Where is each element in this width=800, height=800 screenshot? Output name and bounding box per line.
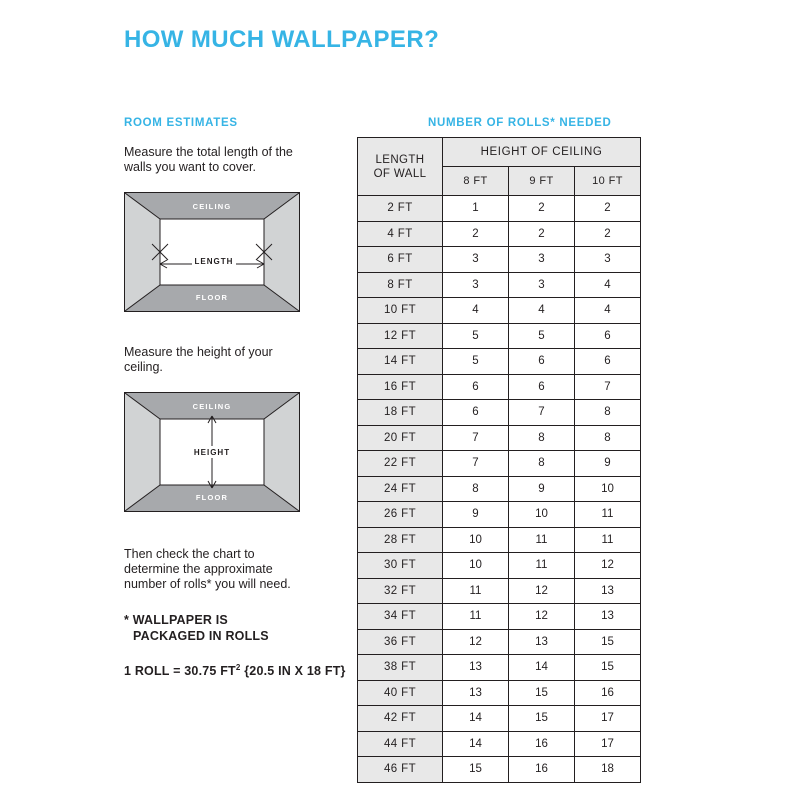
cell-rolls-9ft: 3 [509, 247, 575, 273]
instruction-step-3: Then check the chart to determine the approximate number of rolls* you will need. [124, 547, 291, 591]
length-diagram-ceiling-label: CEILING [192, 202, 232, 211]
table-row [358, 527, 641, 553]
cell-rolls-8ft: 12 [443, 629, 509, 655]
cell-rolls-8ft: 3 [443, 272, 509, 298]
cell-rolls-10ft: 18 [575, 757, 641, 783]
cell-rolls-8ft: 6 [443, 374, 509, 400]
cell-rolls-8ft: 5 [443, 323, 509, 349]
cell-rolls-10ft: 4 [575, 272, 641, 298]
table-row [358, 502, 641, 528]
row-label-wall-length: 4 FT [358, 221, 443, 247]
header-length-of-wall-line-1: LENGTH [375, 153, 425, 166]
table-row [358, 425, 641, 451]
cell-rolls-10ft: 16 [575, 680, 641, 706]
cell-rolls-10ft: 15 [575, 655, 641, 681]
cell-rolls-8ft: 13 [443, 655, 509, 681]
table-row [358, 680, 641, 706]
cell-rolls-10ft: 12 [575, 553, 641, 579]
rolls-needed-heading: NUMBER OF ROLLS* NEEDED [428, 117, 612, 129]
cell-rolls-10ft: 11 [575, 502, 641, 528]
wallpaper-note-line-1: * WALLPAPER IS [124, 613, 228, 627]
row-label-wall-length: 26 FT [358, 502, 443, 528]
cell-rolls-8ft: 5 [443, 349, 509, 375]
header-ceiling-8ft: 8 FT [443, 167, 509, 196]
roll-size-line-1 [124, 664, 241, 678]
row-label-wall-length: 38 FT [358, 655, 443, 681]
table-row [358, 196, 641, 222]
table-row [358, 272, 641, 298]
cell-rolls-9ft: 10 [509, 502, 575, 528]
cell-rolls-9ft: 16 [509, 757, 575, 783]
table-row [358, 349, 641, 375]
row-label-wall-length: 32 FT [358, 578, 443, 604]
header-ceiling-9ft: 9 FT [509, 167, 575, 196]
cell-rolls-9ft: 15 [509, 680, 575, 706]
cell-rolls-10ft: 3 [575, 247, 641, 273]
row-label-wall-length: 34 FT [358, 604, 443, 630]
row-label-wall-length: 20 FT [358, 425, 443, 451]
cell-rolls-10ft: 10 [575, 476, 641, 502]
row-label-wall-length: 30 FT [358, 553, 443, 579]
cell-rolls-8ft: 15 [443, 757, 509, 783]
cell-rolls-8ft: 9 [443, 502, 509, 528]
cell-rolls-8ft: 3 [443, 247, 509, 273]
table-row [358, 578, 641, 604]
cell-rolls-9ft: 3 [509, 272, 575, 298]
row-label-wall-length: 36 FT [358, 629, 443, 655]
header-height-of-ceiling: HEIGHT OF CEILING [443, 138, 641, 167]
cell-rolls-10ft: 17 [575, 731, 641, 757]
table-row [358, 629, 641, 655]
cell-rolls-9ft: 12 [509, 604, 575, 630]
cell-rolls-10ft: 7 [575, 374, 641, 400]
wallpaper-note [124, 612, 269, 644]
cell-rolls-9ft: 9 [509, 476, 575, 502]
instruction-step-2: Measure the height of your ceiling. [124, 345, 273, 374]
header-length-of-wall-line-2: OF WALL [373, 167, 427, 180]
table-row [358, 374, 641, 400]
roll-size-line-2: {20.5 IN X 18 FT} [244, 664, 346, 679]
table-row [358, 553, 641, 579]
rolls-needed-table [357, 137, 641, 783]
cell-rolls-9ft: 11 [509, 553, 575, 579]
table-row [358, 706, 641, 732]
table-row [358, 476, 641, 502]
cell-rolls-10ft: 2 [575, 221, 641, 247]
row-label-wall-length: 2 FT [358, 196, 443, 222]
table-row [358, 655, 641, 681]
row-label-wall-length: 18 FT [358, 400, 443, 426]
cell-rolls-9ft: 8 [509, 451, 575, 477]
cell-rolls-9ft: 2 [509, 221, 575, 247]
length-diagram-floor-label: FLOOR [195, 293, 229, 302]
table-row [358, 298, 641, 324]
row-label-wall-length: 22 FT [358, 451, 443, 477]
room-estimates-heading: ROOM ESTIMATES [124, 117, 238, 129]
cell-rolls-9ft: 12 [509, 578, 575, 604]
table-row [358, 247, 641, 273]
height-diagram-floor-label: FLOOR [195, 493, 229, 502]
cell-rolls-8ft: 1 [443, 196, 509, 222]
cell-rolls-8ft: 7 [443, 451, 509, 477]
roll-size-area: 1 ROLL = 30.75 FT [124, 664, 236, 679]
table-row [358, 757, 641, 783]
cell-rolls-8ft: 2 [443, 221, 509, 247]
cell-rolls-8ft: 8 [443, 476, 509, 502]
cell-rolls-10ft: 4 [575, 298, 641, 324]
cell-rolls-9ft: 6 [509, 374, 575, 400]
table-body [358, 196, 641, 783]
cell-rolls-9ft: 5 [509, 323, 575, 349]
length-diagram [124, 192, 300, 312]
cell-rolls-9ft: 13 [509, 629, 575, 655]
cell-rolls-10ft: 15 [575, 629, 641, 655]
cell-rolls-10ft: 17 [575, 706, 641, 732]
cell-rolls-9ft: 14 [509, 655, 575, 681]
cell-rolls-10ft: 2 [575, 196, 641, 222]
row-label-wall-length: 14 FT [358, 349, 443, 375]
cell-rolls-9ft: 8 [509, 425, 575, 451]
cell-rolls-10ft: 8 [575, 400, 641, 426]
wallpaper-note-line-2: PACKAGED IN ROLLS [133, 629, 269, 643]
instruction-step-1: Measure the total length of the walls you want to cover. [124, 145, 293, 174]
table-row [358, 604, 641, 630]
cell-rolls-8ft: 14 [443, 706, 509, 732]
roll-size-superscript: 2 [235, 663, 241, 672]
row-label-wall-length: 6 FT [358, 247, 443, 273]
table-row [358, 400, 641, 426]
cell-rolls-9ft: 6 [509, 349, 575, 375]
row-label-wall-length: 24 FT [358, 476, 443, 502]
cell-rolls-8ft: 14 [443, 731, 509, 757]
cell-rolls-8ft: 7 [443, 425, 509, 451]
row-label-wall-length: 12 FT [358, 323, 443, 349]
height-diagram-ceiling-label: CEILING [192, 402, 232, 411]
height-diagram [124, 392, 300, 512]
cell-rolls-8ft: 13 [443, 680, 509, 706]
cell-rolls-9ft: 11 [509, 527, 575, 553]
table-row [358, 731, 641, 757]
row-label-wall-length: 10 FT [358, 298, 443, 324]
row-label-wall-length: 44 FT [358, 731, 443, 757]
cell-rolls-9ft: 2 [509, 196, 575, 222]
roll-size-note [124, 660, 346, 679]
row-label-wall-length: 16 FT [358, 374, 443, 400]
row-label-wall-length: 8 FT [358, 272, 443, 298]
cell-rolls-9ft: 15 [509, 706, 575, 732]
cell-rolls-10ft: 6 [575, 323, 641, 349]
cell-rolls-10ft: 6 [575, 349, 641, 375]
cell-rolls-8ft: 11 [443, 578, 509, 604]
header-ceiling-10ft: 10 FT [575, 167, 641, 196]
cell-rolls-8ft: 10 [443, 553, 509, 579]
row-label-wall-length: 46 FT [358, 757, 443, 783]
page-title: HOW MUCH WALLPAPER? [124, 26, 440, 53]
table-header-row-1 [358, 138, 641, 167]
cell-rolls-9ft: 4 [509, 298, 575, 324]
row-label-wall-length: 40 FT [358, 680, 443, 706]
length-diagram-dimension-label: LENGTH [194, 257, 234, 266]
cell-rolls-8ft: 10 [443, 527, 509, 553]
header-length-of-wall [358, 138, 443, 196]
cell-rolls-8ft: 11 [443, 604, 509, 630]
cell-rolls-8ft: 4 [443, 298, 509, 324]
cell-rolls-9ft: 7 [509, 400, 575, 426]
cell-rolls-10ft: 13 [575, 578, 641, 604]
row-label-wall-length: 42 FT [358, 706, 443, 732]
cell-rolls-10ft: 13 [575, 604, 641, 630]
cell-rolls-9ft: 16 [509, 731, 575, 757]
cell-rolls-8ft: 6 [443, 400, 509, 426]
cell-rolls-10ft: 11 [575, 527, 641, 553]
table-row [358, 451, 641, 477]
row-label-wall-length: 28 FT [358, 527, 443, 553]
table-row [358, 323, 641, 349]
cell-rolls-10ft: 8 [575, 425, 641, 451]
table-header [358, 138, 641, 196]
cell-rolls-10ft: 9 [575, 451, 641, 477]
table-row [358, 221, 641, 247]
height-diagram-dimension-label: HEIGHT [193, 448, 231, 457]
